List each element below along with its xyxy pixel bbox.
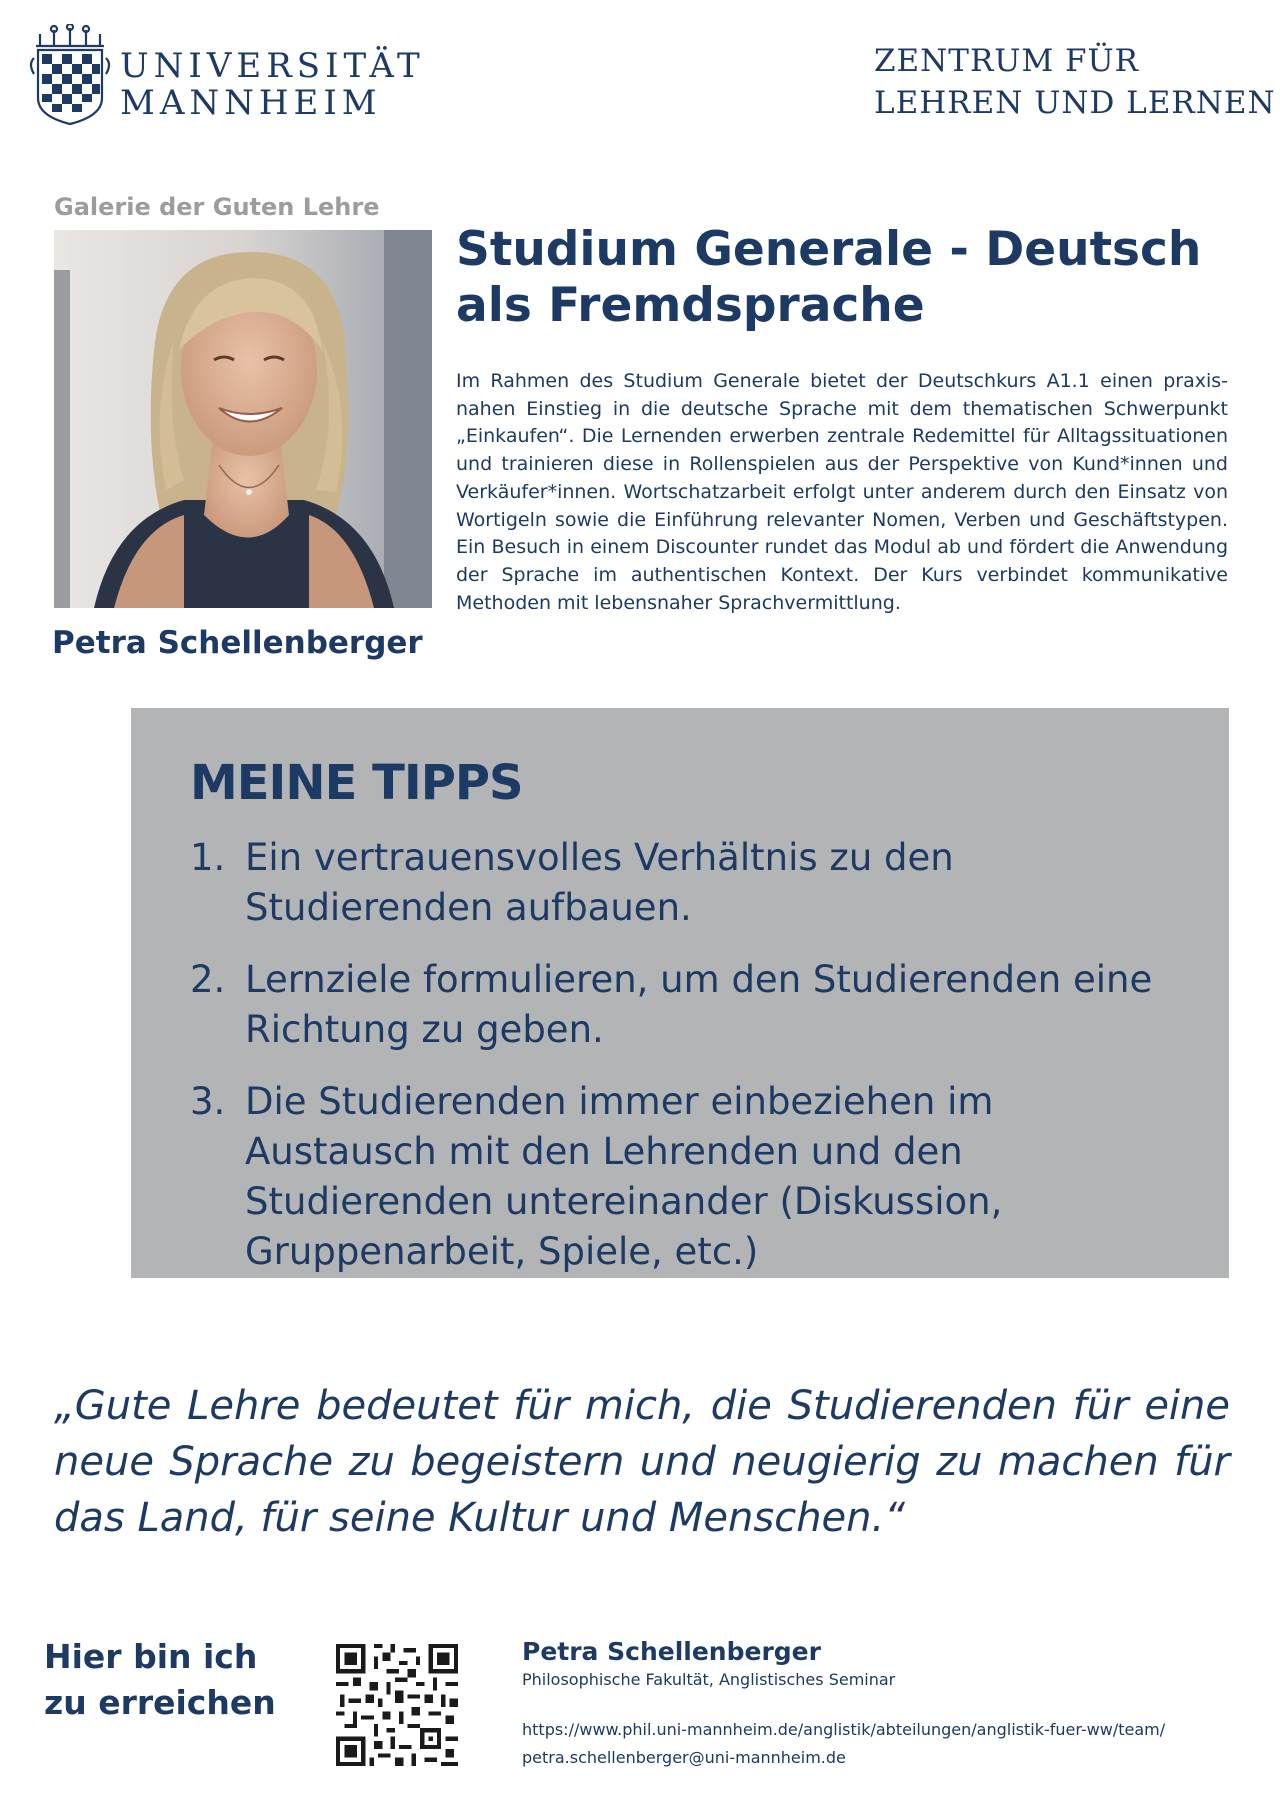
university-name-line2: MANNHEIM: [120, 83, 382, 123]
quote: „Gute Lehre bedeutet für mich, die Studierenden für eine neue Sprache zu begeistern und neugierig zu machen für das Land, für seine Kultur und Menschen.“: [54, 1383, 1230, 1541]
tip-text: Die Studierenden immer einbeziehen im Austausch mit den Lehrenden und den Studierenden untereinander (Diskussion, Gruppenarbeit, Spiele, etc.): [245, 1080, 1003, 1273]
contact-affiliation: Philosophische Fakultät, Anglistisches Seminar: [522, 1670, 896, 1689]
reach-label-line1: Hier bin ich: [44, 1637, 258, 1676]
reach-label-line2: zu erreichen: [44, 1683, 276, 1722]
person-name: Petra Schellenberger: [52, 625, 423, 661]
tip-number: 3.: [190, 1080, 226, 1123]
contact-email-link[interactable]: petra.schellenberger@uni-mannheim.de: [522, 1748, 846, 1767]
contact-url-link[interactable]: https://www.phil.uni-mannheim.de/anglistik/abteilungen/anglistik-fuer-ww/team/: [522, 1720, 1166, 1739]
university-name: [120, 48, 425, 122]
tip-item: [190, 833, 1180, 933]
center-name: [874, 40, 1276, 124]
university-crest-icon: [24, 24, 116, 128]
tip-number: 2.: [190, 958, 226, 1001]
center-name-line2: LEHREN UND LERNEN: [874, 85, 1276, 121]
reach-label: [44, 1634, 276, 1726]
qr-code-icon[interactable]: [336, 1644, 458, 1766]
tip-text: Lernziele formulieren, um den Studierenden eine Richtung zu geben.: [245, 958, 1153, 1051]
tip-item: [190, 1077, 1180, 1277]
tips-heading: MEINE TIPPS: [190, 755, 523, 811]
tip-item: [190, 955, 1180, 1055]
center-name-line1: ZENTRUM FÜR: [874, 43, 1140, 79]
university-name-line1: UNIVERSITÄT: [120, 46, 425, 86]
course-title: Studium Generale - Deutsch als Fremdsprache: [456, 222, 1202, 333]
portrait-photo: [54, 230, 432, 608]
contact-name: Petra Schellenberger: [522, 1637, 821, 1666]
gallery-label: Galerie der Guten Lehre: [54, 193, 380, 221]
course-description: Im Rahmen des Studium Generale bietet der Deutschkurs A1.1 einen praxisnahen Einstieg in die deutsche Sprache mit dem thematischen Schwerpunkt „Einkaufen“. Die Lernenden erwerben zentrale Redemittel für Alltagssituationen und trainieren diese in Rollenspielen aus der Perspektive von Kund*innen und Verkäufer*innen. Wortschatzarbeit erfolgt unter anderem durch den Einsatz von Wortigeln sowie die Einführung relevanter Nomen, Verben und Geschäftstypen. Ein Besuch in einem Discounter rundet das Modul ab und fördert die Anwendung der Sprache im authentischen Kontext. Der Kurs verbindet kommunikative Methoden mit lebensnaher Sprachvermittlung.: [456, 370, 1228, 614]
tip-text: Ein vertrauensvolles Verhältnis zu den Studierenden aufbauen.: [245, 836, 954, 929]
tip-number: 1.: [190, 836, 226, 879]
